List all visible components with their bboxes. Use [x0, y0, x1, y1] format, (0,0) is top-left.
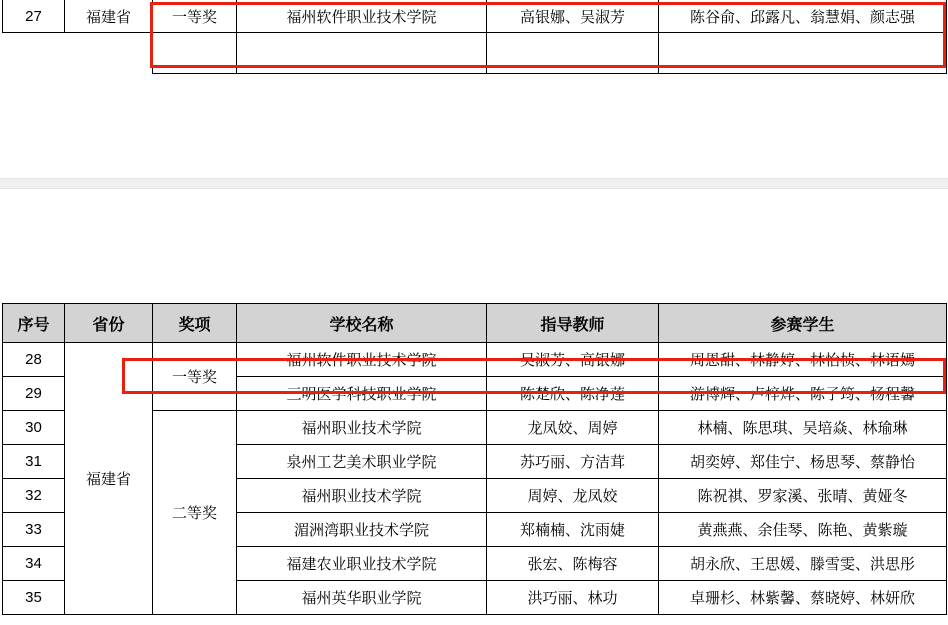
- cell-school: 泉州工艺美术职业学院: [237, 445, 487, 479]
- cell-seq: 27: [3, 0, 65, 33]
- cell-seq: 35: [3, 581, 65, 615]
- cell-award: 一等奖: [153, 0, 237, 33]
- cell-seq: 30: [3, 411, 65, 445]
- cell-award-first: 一等奖: [153, 343, 237, 411]
- cell-teachers: 陈楚欣、陈净莲: [487, 377, 659, 411]
- cell-students: 胡奕婷、郑佳宁、杨思琴、蔡静怡: [659, 445, 947, 479]
- cell-seq: 32: [3, 479, 65, 513]
- cell-seq: 34: [3, 547, 65, 581]
- cell-award-second: 二等奖: [153, 411, 237, 615]
- cell-seq: 29: [3, 377, 65, 411]
- cell-school: 福州英华职业学院: [237, 581, 487, 615]
- cell-school: 三明医学科技职业学院: [237, 377, 487, 411]
- cell-teachers: 周婷、龙凤姣: [487, 479, 659, 513]
- cell-blank-teachers: [487, 33, 659, 74]
- cell-students: 胡永欣、王思媛、滕雪雯、洪思彤: [659, 547, 947, 581]
- column-header-students: 参赛学生: [659, 304, 947, 343]
- column-header-teachers: 指导教师: [487, 304, 659, 343]
- cell-province-merged: 福建省: [65, 343, 153, 615]
- cell-blank-seq: [3, 33, 65, 74]
- cell-blank-school: [237, 33, 487, 74]
- cell-students: 林楠、陈思琪、吴培焱、林瑜琳: [659, 411, 947, 445]
- column-header-province: 省份: [65, 304, 153, 343]
- cell-teachers: 洪巧丽、林功: [487, 581, 659, 615]
- main-table: [2, 303, 947, 615]
- page-separator: [0, 178, 948, 189]
- column-header-award: 奖项: [153, 304, 237, 343]
- column-header-seq: 序号: [3, 304, 65, 343]
- table-row: [3, 343, 947, 377]
- cell-seq: 31: [3, 445, 65, 479]
- cell-teachers: 郑楠楠、沈雨婕: [487, 513, 659, 547]
- cell-teachers: 龙凤姣、周婷: [487, 411, 659, 445]
- cell-students: 陈祝祺、罗家溪、张晴、黄娅冬: [659, 479, 947, 513]
- cell-blank-students: [659, 33, 947, 74]
- cell-students: 游博辉、卢梓烨、陈子筠、杨程馨: [659, 377, 947, 411]
- cell-students: 陈谷俞、邱露凡、翁慧娟、颜志强: [659, 0, 947, 33]
- cell-teachers: 高银娜、吴淑芳: [487, 0, 659, 33]
- top-fragment-table: [2, 0, 947, 74]
- cell-students: 黄燕燕、余佳琴、陈艳、黄紫璇: [659, 513, 947, 547]
- cell-teachers: 张宏、陈梅容: [487, 547, 659, 581]
- cell-seq: 28: [3, 343, 65, 377]
- table-header-row: [3, 304, 947, 343]
- cell-school: 湄洲湾职业技术学院: [237, 513, 487, 547]
- cell-school: 福州职业技术学院: [237, 411, 487, 445]
- top-fragment-table-container: [2, 0, 946, 74]
- cell-teachers: 苏巧丽、方洁茸: [487, 445, 659, 479]
- main-table-container: [2, 303, 946, 615]
- cell-seq: 33: [3, 513, 65, 547]
- cell-province: 福建省: [65, 0, 153, 33]
- cell-school: 福州职业技术学院: [237, 479, 487, 513]
- cell-students: 周恩甜、林静婷、林怡桢、林语嫣: [659, 343, 947, 377]
- column-header-school: 学校名称: [237, 304, 487, 343]
- cell-blank-province: [65, 33, 153, 74]
- cell-teachers: 吴淑芳、高银娜: [487, 343, 659, 377]
- cell-school: 福州软件职业技术学院: [237, 343, 487, 377]
- cell-school: 福州软件职业技术学院: [237, 0, 487, 33]
- table-row-blank: [3, 33, 947, 74]
- cell-blank-award: [153, 33, 237, 74]
- table-row: [3, 0, 947, 33]
- cell-school: 福建农业职业技术学院: [237, 547, 487, 581]
- cell-students: 卓珊杉、林紫馨、蔡晓婷、林妍欣: [659, 581, 947, 615]
